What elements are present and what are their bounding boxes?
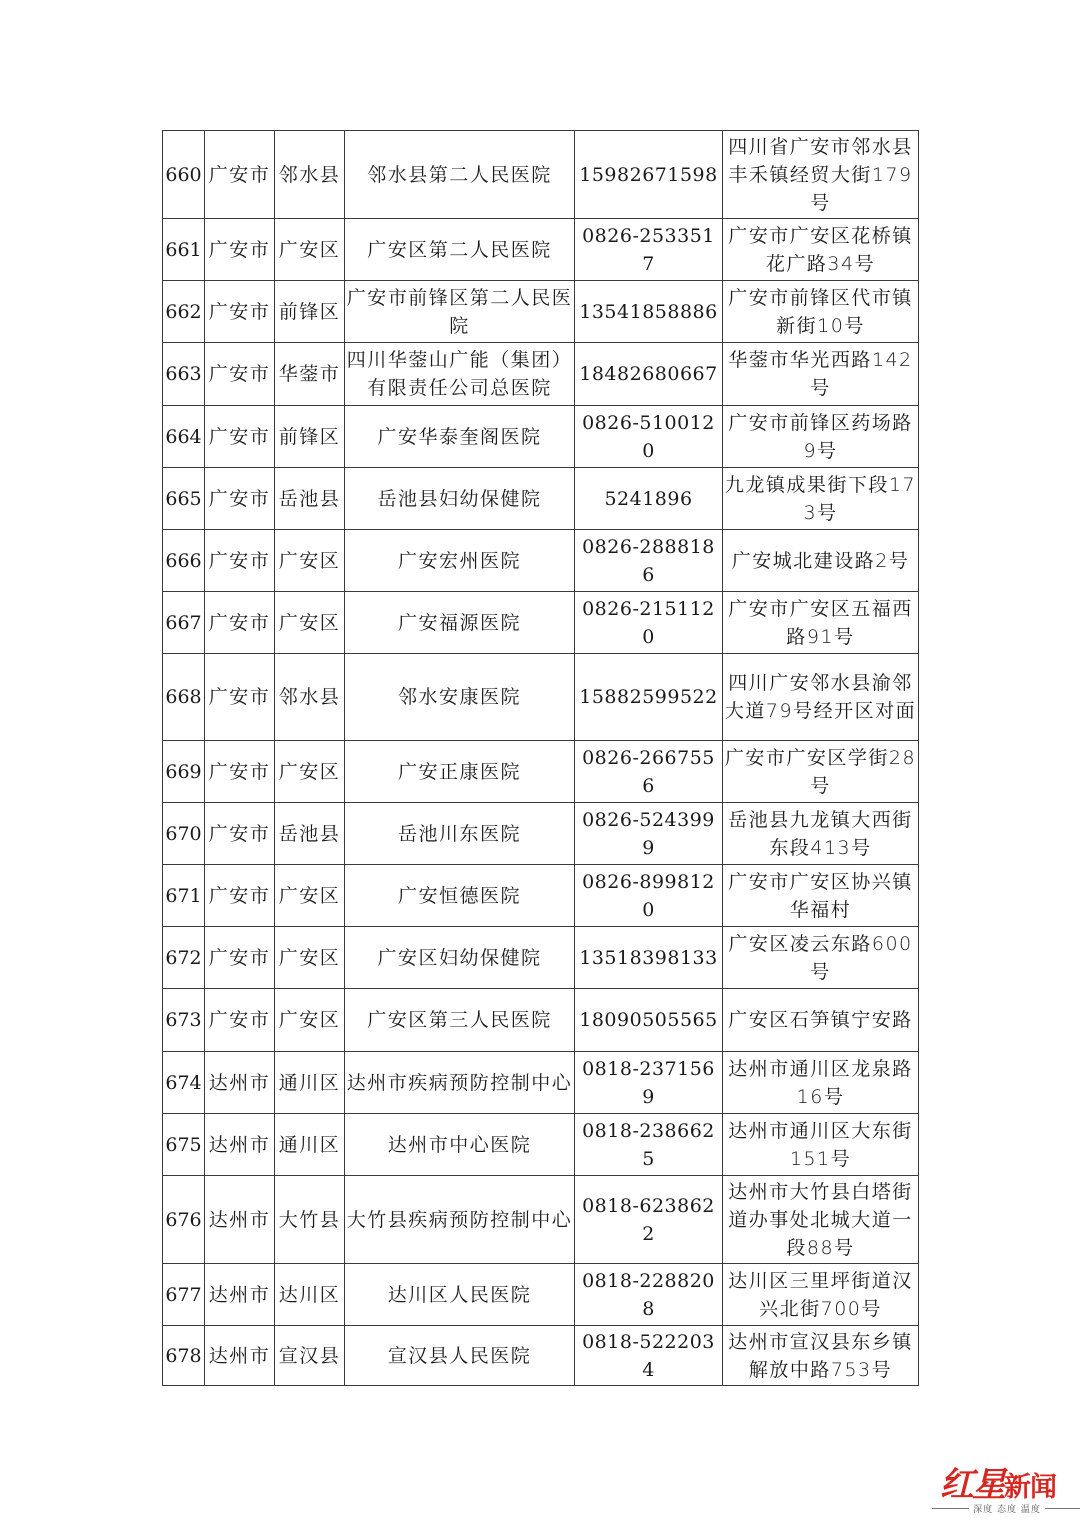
row-number-cell: 671: [163, 865, 205, 927]
table-row: [163, 468, 919, 530]
row-number-cell: 665: [163, 468, 205, 530]
city-cell: 广安市: [205, 343, 275, 406]
institution-name-cell: 广安市前锋区第二人民医院: [345, 281, 575, 343]
table-row: [163, 927, 919, 989]
address-cell: 广安市广安区协兴镇华福村: [723, 865, 919, 927]
row-number-cell: 676: [163, 1176, 205, 1264]
phone-cell: 13541858886: [575, 281, 723, 343]
row-number-cell: 667: [163, 592, 205, 654]
hongxing-news-watermark: [940, 1457, 1075, 1519]
phone-cell: 0826-2888186: [575, 530, 723, 592]
watermark-slogan: 深度 态度 温度: [973, 1505, 1041, 1515]
row-number-cell: 675: [163, 1114, 205, 1176]
county-cell: 岳池县: [275, 803, 345, 865]
institution-name-cell: 邻水安康医院: [345, 654, 575, 741]
institution-name-cell: 广安区第二人民医院: [345, 219, 575, 281]
county-cell: 广安区: [275, 865, 345, 927]
table-row: [163, 1052, 919, 1114]
institution-name-cell: 岳池川东医院: [345, 803, 575, 865]
phone-cell: 0826-2667556: [575, 741, 723, 803]
phone-cell: 0818-6238622: [575, 1176, 723, 1264]
county-cell: 大竹县: [275, 1176, 345, 1264]
phone-cell: 15882599522: [575, 654, 723, 741]
row-number-cell: 670: [163, 803, 205, 865]
address-cell: 四川广安邻水县渝邻大道79号经开区对面: [723, 654, 919, 741]
city-cell: 广安市: [205, 803, 275, 865]
county-cell: 广安区: [275, 989, 345, 1052]
table-row: [163, 131, 919, 219]
address-cell: 九龙镇成果街下段173号: [723, 468, 919, 530]
phone-cell: 0826-5243999: [575, 803, 723, 865]
address-cell: 岳池县九龙镇大西街东段413号: [723, 803, 919, 865]
phone-cell: 0818-2288208: [575, 1264, 723, 1326]
table-row: [163, 865, 919, 927]
phone-cell: 13518398133: [575, 927, 723, 989]
table-row: [163, 281, 919, 343]
city-cell: 广安市: [205, 865, 275, 927]
phone-cell: 0826-5100120: [575, 406, 723, 468]
institution-name-cell: 四川华蓥山广能（集团）有限责任公司总医院: [345, 343, 575, 406]
watermark-brand: [940, 1457, 1056, 1506]
table-row: [163, 803, 919, 865]
row-number-cell: 672: [163, 927, 205, 989]
row-number-cell: 677: [163, 1264, 205, 1326]
city-cell: 广安市: [205, 219, 275, 281]
institution-name-cell: 广安恒德医院: [345, 865, 575, 927]
address-cell: 达川区三里坪街道汉兴北街700号: [723, 1264, 919, 1326]
table-row: [163, 654, 919, 741]
county-cell: 通川区: [275, 1114, 345, 1176]
address-cell: 达州市通川区龙泉路16号: [723, 1052, 919, 1114]
phone-cell: 0826-8998120: [575, 865, 723, 927]
phone-cell: 18090505565: [575, 989, 723, 1052]
address-cell: 广安市前锋区代市镇新街10号: [723, 281, 919, 343]
county-cell: 广安区: [275, 927, 345, 989]
table-row: [163, 1176, 919, 1264]
county-cell: 邻水县: [275, 131, 345, 219]
table-row: [163, 989, 919, 1052]
table-row: [163, 1264, 919, 1326]
phone-cell: 0818-2386625: [575, 1114, 723, 1176]
divider: [1045, 1508, 1080, 1509]
table-body: [163, 131, 919, 1386]
address-cell: 达州市大竹县白塔街道办事处北城大道一段88号: [723, 1176, 919, 1264]
city-cell: 广安市: [205, 592, 275, 654]
county-cell: 广安区: [275, 741, 345, 803]
row-number-cell: 663: [163, 343, 205, 406]
phone-cell: 5241896: [575, 468, 723, 530]
city-cell: 广安市: [205, 530, 275, 592]
row-number-cell: 661: [163, 219, 205, 281]
city-cell: 达州市: [205, 1176, 275, 1264]
address-cell: 达州市通川区大东街151号: [723, 1114, 919, 1176]
address-cell: 广安市广安区五福西路91号: [723, 592, 919, 654]
address-cell: 广安城北建设路2号: [723, 530, 919, 592]
table-row: [163, 219, 919, 281]
county-cell: 岳池县: [275, 468, 345, 530]
county-cell: 前锋区: [275, 281, 345, 343]
divider: [932, 1508, 969, 1509]
watermark-brand-part1: 红星: [940, 1465, 1004, 1505]
institution-name-cell: 达川区人民医院: [345, 1264, 575, 1326]
row-number-cell: 662: [163, 281, 205, 343]
county-cell: 达川区: [275, 1264, 345, 1326]
city-cell: 达州市: [205, 1326, 275, 1386]
city-cell: 广安市: [205, 927, 275, 989]
city-cell: 广安市: [205, 406, 275, 468]
institution-name-cell: 达州市疾病预防控制中心: [345, 1052, 575, 1114]
table-row: [163, 1326, 919, 1386]
table-row: [163, 406, 919, 468]
address-cell: 四川省广安市邻水县丰禾镇经贸大街179号: [723, 131, 919, 219]
address-cell: 广安市前锋区药场路9号: [723, 406, 919, 468]
city-cell: 广安市: [205, 281, 275, 343]
city-cell: 达州市: [205, 1114, 275, 1176]
watermark-slogan-row: [932, 1502, 1080, 1515]
row-number-cell: 674: [163, 1052, 205, 1114]
hospital-list-table: [162, 130, 919, 1386]
table-row: [163, 1114, 919, 1176]
address-cell: 广安市广安区花桥镇花广路34号: [723, 219, 919, 281]
institution-name-cell: 广安正康医院: [345, 741, 575, 803]
address-cell: 广安区凌云东路600号: [723, 927, 919, 989]
row-number-cell: 666: [163, 530, 205, 592]
city-cell: 达州市: [205, 1052, 275, 1114]
institution-name-cell: 广安区第三人民医院: [345, 989, 575, 1052]
row-number-cell: 669: [163, 741, 205, 803]
institution-name-cell: 达州市中心医院: [345, 1114, 575, 1176]
institution-name-cell: 广安区妇幼保健院: [345, 927, 575, 989]
city-cell: 广安市: [205, 654, 275, 741]
city-cell: 达州市: [205, 1264, 275, 1326]
address-cell: 达州市宣汉县东乡镇解放中路753号: [723, 1326, 919, 1386]
table-row: [163, 530, 919, 592]
county-cell: 广安区: [275, 530, 345, 592]
table-row: [163, 592, 919, 654]
county-cell: 通川区: [275, 1052, 345, 1114]
institution-name-cell: 大竹县疾病预防控制中心: [345, 1176, 575, 1264]
city-cell: 广安市: [205, 741, 275, 803]
city-cell: 广安市: [205, 989, 275, 1052]
county-cell: 邻水县: [275, 654, 345, 741]
city-cell: 广安市: [205, 131, 275, 219]
row-number-cell: 673: [163, 989, 205, 1052]
address-cell: 华蓥市华光西路142号: [723, 343, 919, 406]
row-number-cell: 664: [163, 406, 205, 468]
row-number-cell: 678: [163, 1326, 205, 1386]
phone-cell: 0826-2533517: [575, 219, 723, 281]
county-cell: 广安区: [275, 592, 345, 654]
institution-name-cell: 广安华泰奎阁医院: [345, 406, 575, 468]
phone-cell: 15982671598: [575, 131, 723, 219]
phone-cell: 0826-2151120: [575, 592, 723, 654]
county-cell: 前锋区: [275, 406, 345, 468]
phone-cell: 18482680667: [575, 343, 723, 406]
institution-name-cell: 岳池县妇幼保健院: [345, 468, 575, 530]
address-cell: 广安区石笋镇宁安路: [723, 989, 919, 1052]
institution-name-cell: 广安福源医院: [345, 592, 575, 654]
city-cell: 广安市: [205, 468, 275, 530]
table-row: [163, 343, 919, 406]
phone-cell: 0818-2371569: [575, 1052, 723, 1114]
row-number-cell: 660: [163, 131, 205, 219]
watermark-brand-part2: 新闻: [1004, 1472, 1056, 1503]
county-cell: 宣汉县: [275, 1326, 345, 1386]
county-cell: 华蓥市: [275, 343, 345, 406]
address-cell: 广安市广安区学街28号: [723, 741, 919, 803]
institution-name-cell: 宣汉县人民医院: [345, 1326, 575, 1386]
table-row: [163, 741, 919, 803]
institution-name-cell: 邻水县第二人民医院: [345, 131, 575, 219]
phone-cell: 0818-5222034: [575, 1326, 723, 1386]
row-number-cell: 668: [163, 654, 205, 741]
institution-name-cell: 广安宏州医院: [345, 530, 575, 592]
county-cell: 广安区: [275, 219, 345, 281]
